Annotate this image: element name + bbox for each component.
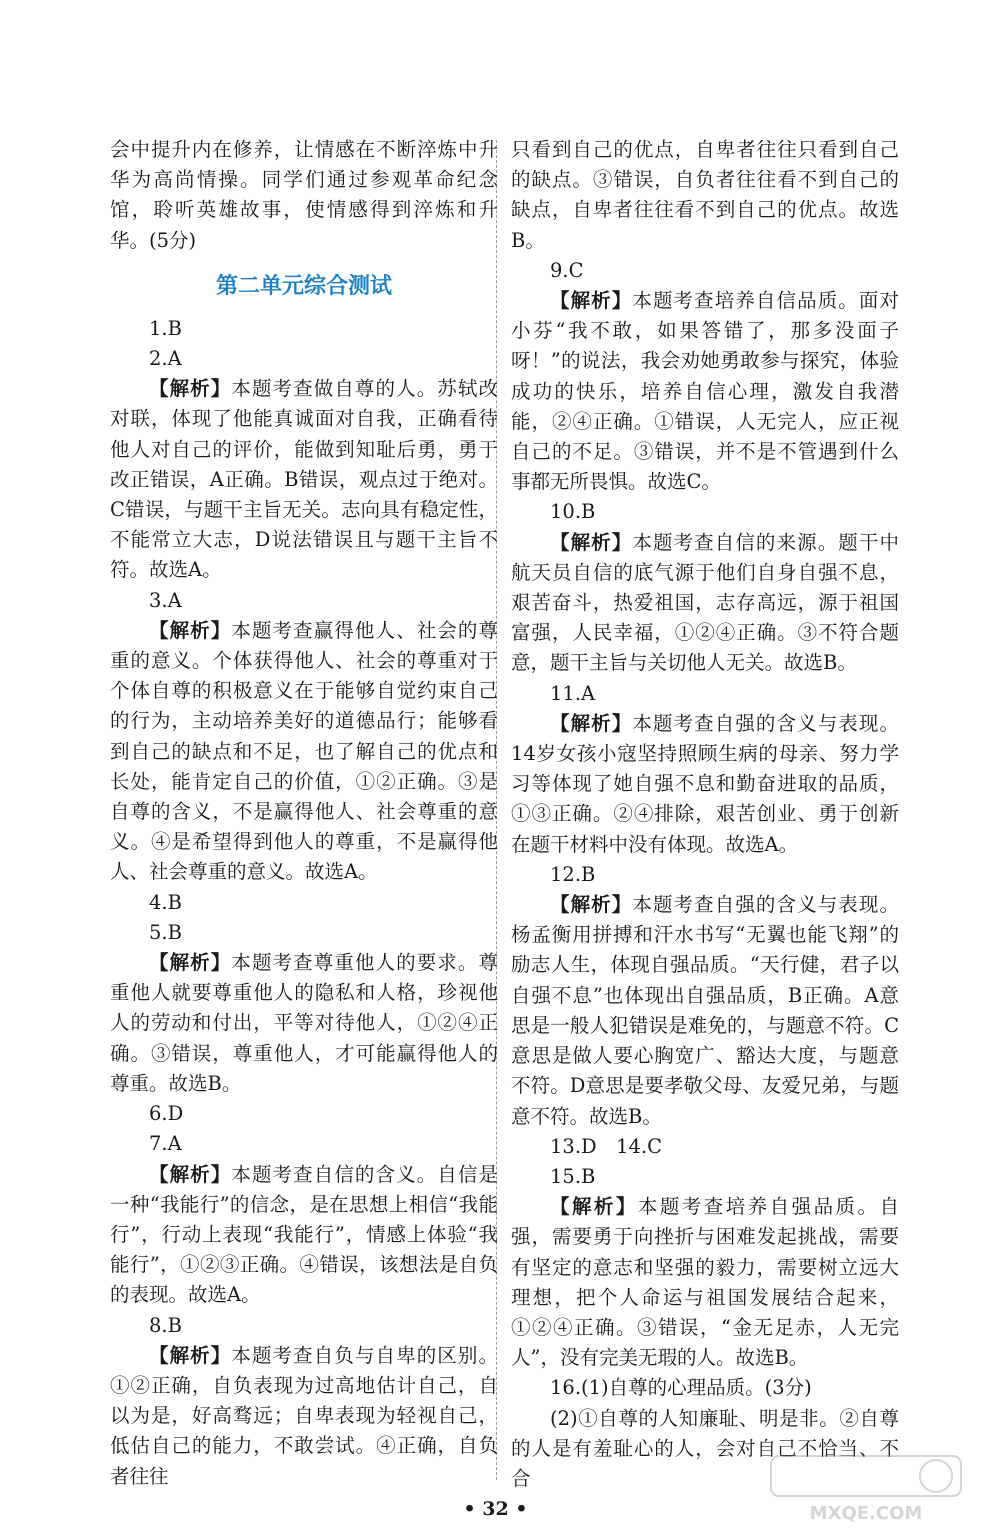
analysis-label: 【解析】: [550, 711, 633, 735]
analysis-label: 【解析】: [149, 618, 232, 642]
analysis-label: 【解析】: [550, 893, 633, 917]
answer-8: 8.B: [149, 1313, 182, 1337]
analysis-label: 【解析】: [550, 289, 633, 313]
analysis-label: 【解析】: [149, 951, 232, 975]
analysis-label: 【解析】: [550, 530, 633, 554]
answer-5: 5.B: [149, 920, 182, 944]
answer-2: 2.A: [149, 347, 182, 371]
answer-7: 7.A: [149, 1132, 182, 1156]
watermark-logo-icon: [766, 1451, 966, 1526]
left-column: [110, 135, 498, 1492]
analysis-12: 【解析】本题考查自强的含义与表现。杨孟衡用拼搏和汗水书写“无翼也能飞翔”的励志人生，体现自强品质。“天行健，君子以自强不息”也体现出自强品质，B正确。A意思是一般人犯错误是难免的，与题意不符。C意思是做人要心胸宽广、豁达大度，与题意不符。D意思是要孝敬父母、友爱兄弟，与题意不符。故选B。: [511, 893, 899, 1128]
section-title: 第二单元综合测试: [215, 273, 392, 299]
analysis-label: 【解析】: [149, 377, 232, 401]
analysis-7: 【解析】本题考查自信的含义。自信是一种“我能行”的信念，是在思想上相信“我能行”，行动上表现“我能行”，情感上体验“我能行”，①②③正确。④错误，该想法是自负的表现。故选A。: [110, 1162, 498, 1307]
intro-paragraph: 会中提升内在修养，让情感在不断淬炼中升华为高尚情操。同学们通过参观革命纪念馆，聆听英雄故事，使情感得到淬炼和升华。(5分): [110, 138, 498, 252]
analysis-label: 【解析】: [149, 1343, 232, 1367]
analysis-label: 【解析】: [149, 1162, 232, 1186]
answer-16-1: 16.(1)自尊的心理品质。(3分): [550, 1376, 812, 1400]
answer-10: 10.B: [550, 500, 596, 524]
analysis-8: 【解析】本题考查自负与自卑的区别。①②正确，自负表现为过高地估计自己，自以为是，好高骛远；自卑表现为轻视自己，低估自己的能力，不敢尝试。④正确，自负者往往: [110, 1343, 498, 1488]
answer-11: 11.A: [550, 681, 596, 705]
right-column: [511, 135, 899, 1494]
answer-1: 1.B: [149, 316, 182, 340]
answer-6: 6.D: [149, 1102, 184, 1126]
analysis-label: 【解析】: [550, 1195, 638, 1219]
answer-15: 15.B: [550, 1164, 596, 1188]
analysis-11: 【解析】本题考查自强的含义与表现。14岁女孩小寇坚持照顾生病的母亲、努力学习等体现了她自强不息和勤奋进取的品质，①③正确。②④排除，艰苦创业、勇于创新在题干材料中没有体现。故选A。: [511, 711, 899, 856]
answer-4: 4.B: [149, 890, 182, 914]
answer-9: 9.C: [550, 258, 584, 282]
analysis-10: 【解析】本题考查自信的来源。题干中航天员自信的底气源于他们自身自强不息，艰苦奋斗，热爱祖国，志存高远，源于祖国富强，人民幸福，①②④正确。③不符合题意，题干主旨与关切他人无关。故选B。: [511, 530, 899, 675]
page-number: • 32 •: [463, 1498, 528, 1520]
answer-13-14: 13.D 14.C: [550, 1134, 663, 1158]
continued-analysis-8: 只看到自己的优点，自卑者往往只看到自己的缺点。③错误，自负者往往看不到自己的缺点，自卑者往往看不到自己的优点。故选B。: [511, 138, 899, 252]
analysis-2: 【解析】本题考查做自尊的人。苏轼改对联，体现了他能真诚面对自我，正确看待他人对自己的评价，能做到知耻后勇，勇于改正错误，A正确。B错误，观点过于绝对。C错误，与题干主旨无关。志向具有稳定性，不能常立大志，D说法错误且与题干主旨不符。故选A。: [110, 377, 498, 582]
watermark-text: MXQE.COM: [809, 1503, 923, 1524]
analysis-5: 【解析】本题考查尊重他人的要求。尊重他人就要尊重他人的隐私和人格，珍视他人的劳动和付出，平等对待他人，①②④正确。③错误，尊重他人，才可能赢得他人的尊重。故选B。: [110, 951, 498, 1095]
analysis-3: 【解析】本题考查赢得他人、社会的尊重的意义。个体获得他人、社会的尊重对于个体自尊的积极意义在于能够自觉约束自己的行为，主动培养美好的道德品行；能够看到自己的缺点和不足，也了解自己的优点和长处，能肯定自己的价值，①②正确。③是自尊的含义，不是赢得他人、社会尊重的意义。④是希望得到他人的尊重，不是赢得他人、社会尊重的意义。故选A。: [110, 618, 498, 884]
analysis-15: 【解析】本题考查培养自强品质。自强，需要勇于向挫折与困难发起挑战，需要有坚定的意志和坚强的毅力，需要树立远大理想，把个人命运与祖国发展结合起来，①②④正确。③错误，“金无足赤，人无完人”，没有完美无瑕的人。故选B。: [511, 1195, 899, 1370]
answer-16-2: (2)①自尊的人知廉耻、明是非。②自尊的人是有羞耻心的人，会对自己不恰当、不合: [511, 1406, 899, 1490]
analysis-9: 【解析】本题考查培养自信品质。面对小芬“我不敢，如果答错了，那多没面子呀！”的说法，我会劝她勇敢参与探究，体验成功的快乐，培养自信心理，激发自我潜能，②④正确。①错误，人无完人，应正视自己的不足。③错误，并不是不管遇到什么事都无所畏惧。故选C。: [511, 289, 899, 494]
answer-12: 12.B: [550, 862, 596, 886]
answer-3: 3.A: [149, 588, 182, 612]
